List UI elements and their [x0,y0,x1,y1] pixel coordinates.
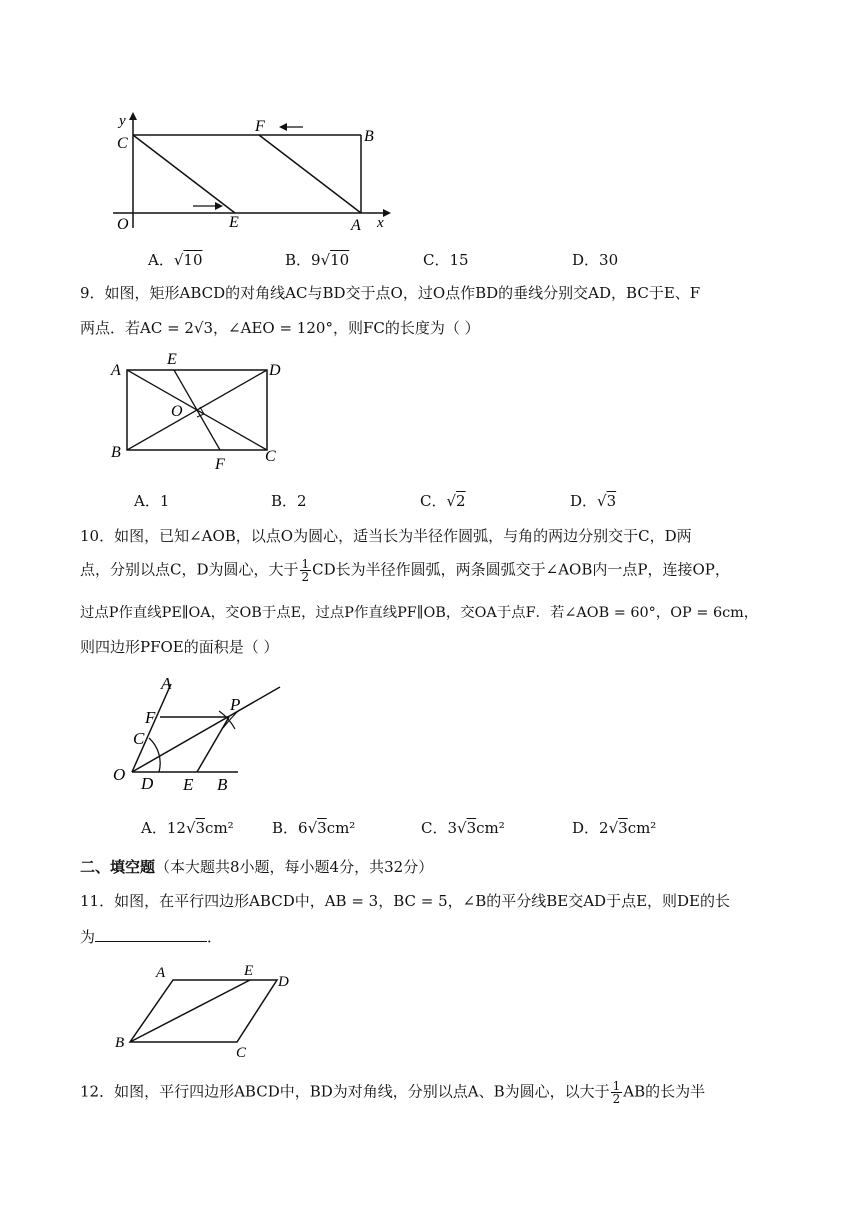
q8-label-e: E [229,214,239,231]
q11-label-e: E [244,963,254,979]
q9-option-a: A．1 [134,492,170,510]
q10-label-e: E [183,775,194,794]
q8-label-y: y [119,113,126,129]
q9-option-c: C．√2 [420,492,466,510]
q8-label-b: B [364,128,374,145]
q9-label-e: E [167,351,177,368]
q8-label-o: O [117,216,129,233]
q8-option-d: D．30 [572,251,619,269]
q8-option-a: A．√10 [148,251,203,269]
q10-label-p: P [230,695,241,714]
q12-fraction: $\frac{1}{2}$ [612,1079,621,1106]
q11-answer-blank[interactable] [95,927,207,942]
q10-label-o: O [113,765,126,784]
q8-label-x: x [377,215,384,231]
q10-label-f: F [145,708,156,727]
q9-option-d: D．√3 [570,492,617,510]
q9-figure [105,350,290,475]
q10-fraction: $\frac{1}{2}$ [301,557,310,584]
q11-figure [110,962,300,1060]
q10-option-c: C．3√3cm² [421,819,505,837]
q10-figure [105,672,290,802]
q11-line-1: 11．如图，在平行四边形ABCD中，AB = 3，BC = 5，∠B的平分线BE交AD于点E，则DE的长 [80,892,731,910]
q11-line-2: 为 ． [80,928,223,946]
q11-label-d: D [278,974,289,990]
q9-label-c: C [265,448,276,465]
q10-option-b: B．6√3cm² [272,819,356,837]
q11-label-a: A [156,965,166,981]
q8-option-c: C．15 [423,251,469,269]
section-note: （本大题共8小题，每小题4分，共32分） [155,858,434,876]
q10-line-3: 过点P作直线PE∥OA，交OB于点E，过点P作直线PF∥OB，交OA于点F．若∠AOB = 60°，OP = 6cm， [80,605,759,621]
q9-label-o: O [171,403,183,420]
q8-option-b: B．9√10 [285,251,350,269]
section-heading [80,856,433,878]
q9-option-b: B．2 [271,492,307,510]
q9-label-b: B [111,444,121,461]
q10-option-a: A．12√3cm² [141,819,234,837]
q9-label-d: D [269,362,281,379]
q8-label-c: C [117,135,128,152]
q12-line-1: 12．如图，平行四边形ABCD中，BD为对角线，分别以点A、B为圆心，以大于 $\frac{1}{2}$ AB的长为半 [80,1079,706,1106]
q10-line-4: 则四边形PFOE的面积是（ ） [80,638,279,656]
q9-label-f: F [215,456,225,473]
q10-line-1: 10．如图，已知∠AOB，以点O为圆心，适当长为半径作圆弧，与角的两边分别交于C，D两 [80,527,692,545]
q10-line-2: 点，分别以点C，D为圆心，大于 $\frac{1}{2}$ CD长为半径作圆弧，两条圆弧交于∠AOB内一点P，连接OP， [80,557,730,584]
q9-label-a: A [111,362,121,379]
section-title: 二、填空题 [80,858,156,876]
q8-label-a: A [351,217,361,234]
q10-label-d: D [141,774,154,793]
q9-line-1: 9．如图，矩形ABCD的对角线AC与BD交于点O，过O点作BD的垂线分别交AD，BC于E、F [80,284,701,302]
q11-label-b: B [115,1035,125,1051]
q10-label-a: A [161,674,172,693]
q10-label-c: C [133,729,145,748]
q10-option-d: D．2√3cm² [572,819,657,837]
q9-line-2: 两点．若AC = 2√3，∠AEO = 120°，则FC的长度为（ ） [80,319,480,337]
q8-figure [105,110,405,235]
q10-label-b: B [217,775,228,794]
q8-label-f: F [255,118,265,135]
q11-label-c: C [236,1045,247,1060]
